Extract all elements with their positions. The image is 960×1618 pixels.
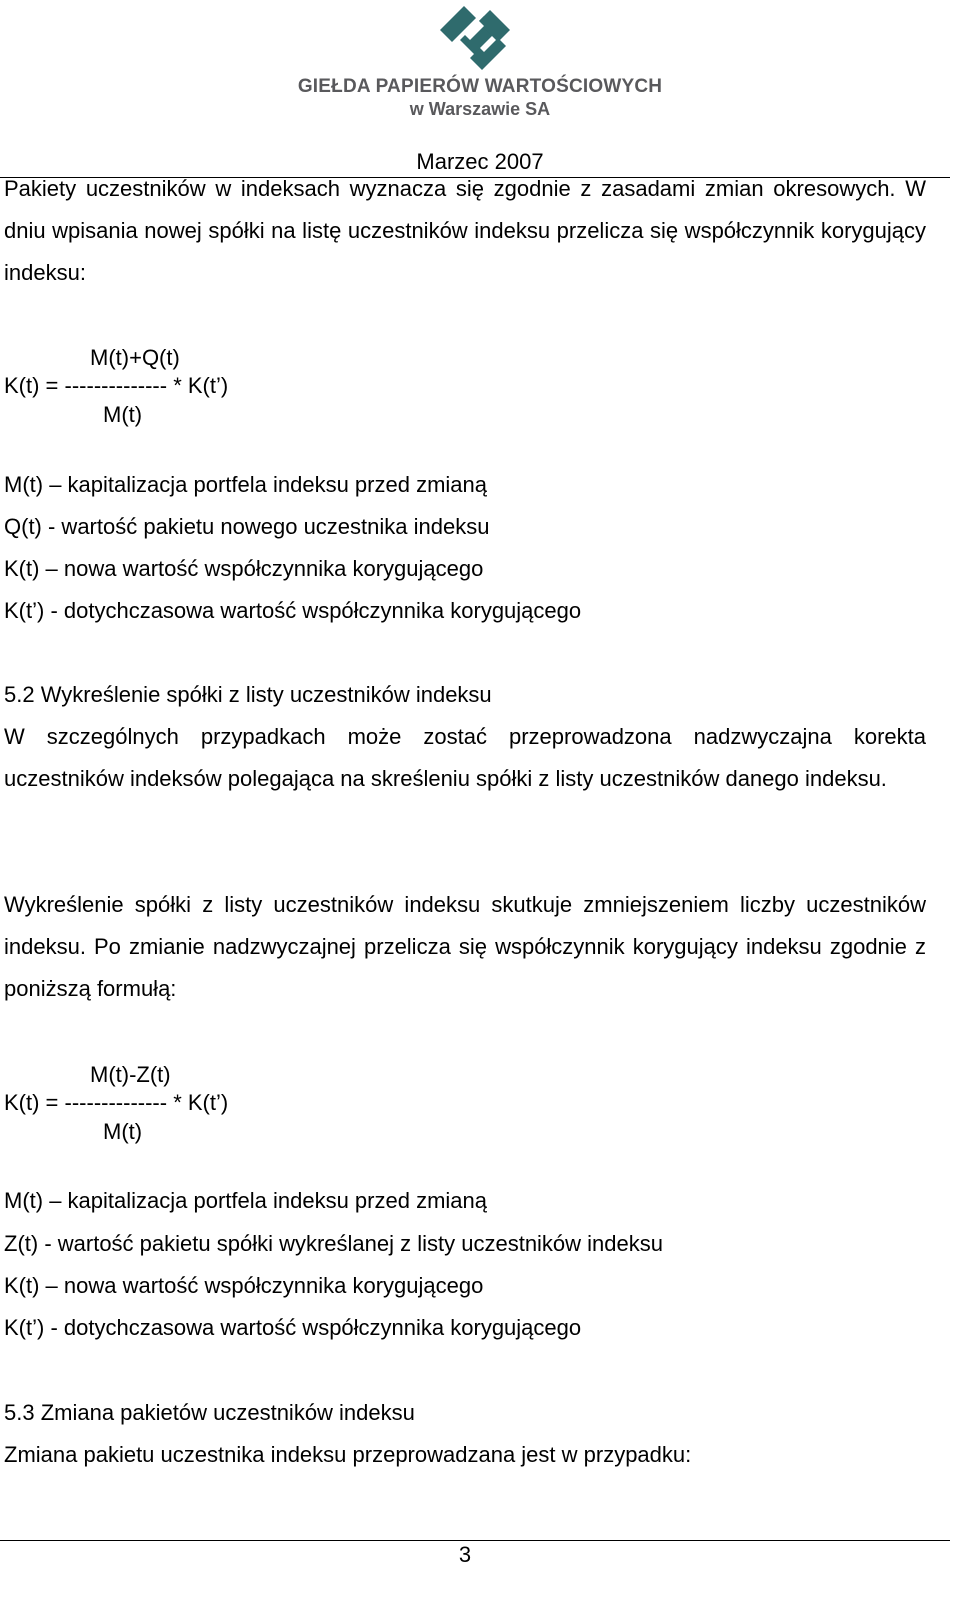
document-date: Marzec 2007 <box>416 149 544 174</box>
formula1-numerator: M(t)+Q(t) <box>90 345 180 370</box>
definition-m: M(t) – kapitalizacja portfela indeksu przed zmianą <box>4 1188 488 1213</box>
gpw-logo-icon <box>420 0 540 72</box>
section-5-3-heading: 5.3 Zmiana pakietów uczestników indeksu <box>4 1400 415 1425</box>
formula2-denominator: M(t) <box>103 1119 143 1144</box>
org-city: w Warszawie SA <box>409 99 551 119</box>
formula2-main: K(t) = -------------- * K(t’) <box>4 1090 229 1115</box>
definition-k-prev: K(t’) - dotychczasowa wartość współczynnika korygującego <box>4 1315 582 1340</box>
definition-z: Z(t) - wartość pakietu spółki wykreślanej z listy uczestników indeksu <box>4 1231 664 1256</box>
org-name: GIEŁDA PAPIERÓW WARTOŚCIOWYCH <box>297 76 663 97</box>
definition-q: Q(t) - wartość pakietu nowego uczestnika indeksu <box>4 514 490 539</box>
footer-divider <box>0 1540 950 1541</box>
paragraph-5-2-b: Wykreślenie spółki z listy uczestników indeksu skutkuje zmniejszeniem liczby uczestników indeksu. Po zmianie nadzwyczajnej przelicza się współczynnik korygujący indeksu zgodnie z poniższą formułą: <box>4 892 926 1001</box>
definition-m: M(t) – kapitalizacja portfela indeksu przed zmianą <box>4 472 488 497</box>
formula1-denominator: M(t) <box>103 402 143 427</box>
formula2-numerator: M(t)-Z(t) <box>90 1062 171 1087</box>
page-number: 3 <box>458 1542 472 1567</box>
paragraph-intro: Pakiety uczestników w indeksach wyznacza się zgodnie z zasadami zmian okresowych. W dniu wpisania nowej spółki na listę uczestników indeksu przelicza się współczynnik korygujący indeksu: <box>4 176 926 285</box>
paragraph-5-3: Zmiana pakietu uczestnika indeksu przeprowadzana jest w przypadku: <box>4 1442 692 1467</box>
definition-k: K(t) – nowa wartość współczynnika korygującego <box>4 556 484 581</box>
paragraph-5-2-a: W szczególnych przypadkach może zostać przeprowadzona nadzwyczajna korekta uczestników indeksów polegająca na skreśleniu spółki z listy uczestników danego indeksu. <box>4 724 926 791</box>
section-5-2-heading: 5.2 Wykreślenie spółki z listy uczestników indeksu <box>4 682 492 707</box>
formula1-main: K(t) = -------------- * K(t’) <box>4 373 229 398</box>
definition-k: K(t) – nowa wartość współczynnika korygującego <box>4 1273 484 1298</box>
definition-k-prev: K(t’) - dotychczasowa wartość współczynnika korygującego <box>4 598 582 623</box>
